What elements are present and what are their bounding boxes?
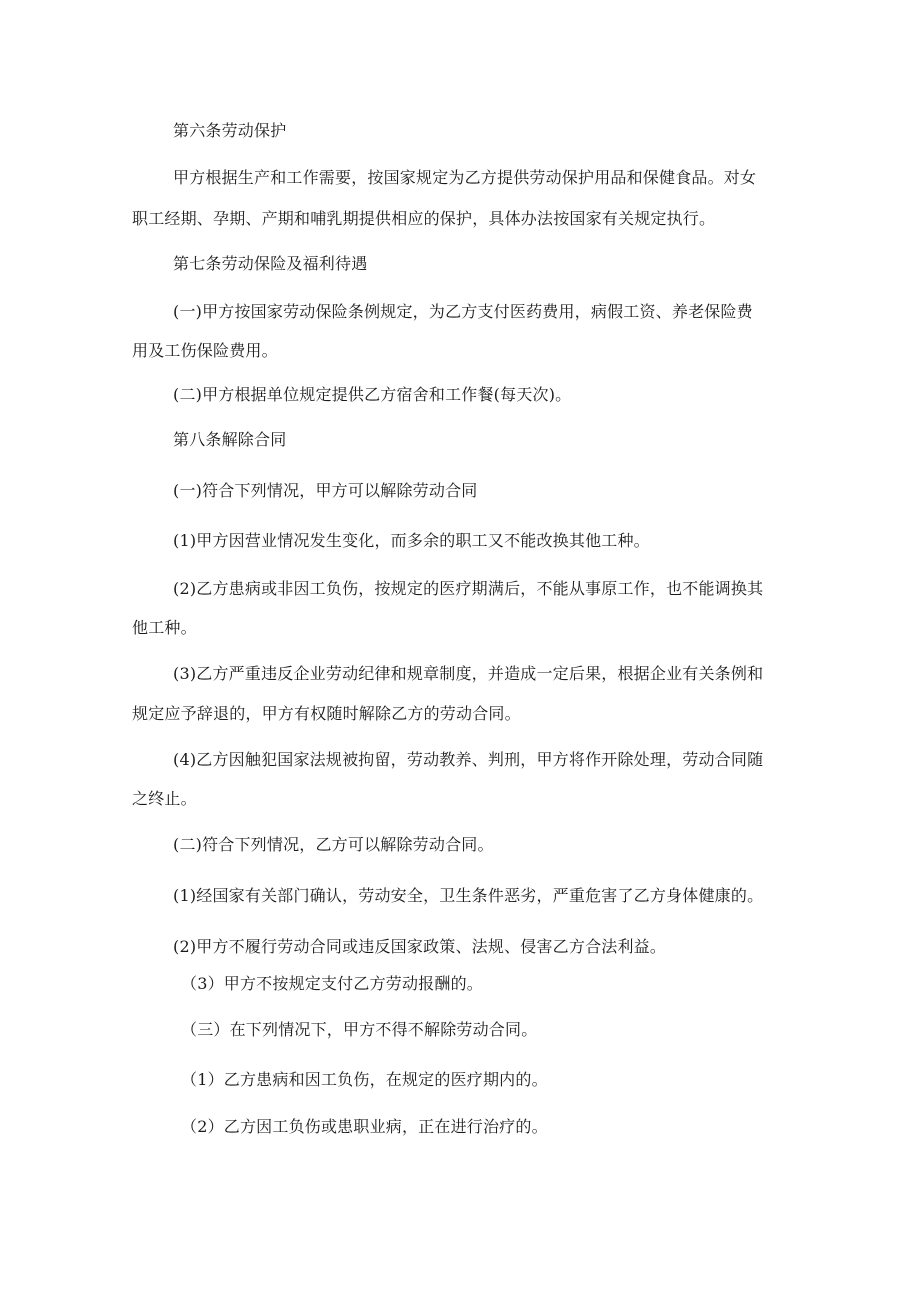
article-8-section-1-item-3-line-2: 规定应予辞退的，甲方有权随时解除乙方的劳动合同。 <box>132 704 521 723</box>
article-8-section-3-item-1: （1）乙方患病和因工负伤，在规定的医疗期内的。 <box>181 1070 548 1089</box>
article-8-section-3-item-2: （2）乙方因工负伤或患职业病，正在进行治疗的。 <box>181 1117 548 1136</box>
article-8-section-1-heading: (一)符合下列情况，甲方可以解除劳动合同 <box>173 481 478 500</box>
article-8-section-1-item-2-line-1: (2)乙方患病或非因工负伤，按规定的医疗期满后，不能从事原工作，也不能调换其 <box>173 579 764 598</box>
article-8-section-1-item-3-line-1: (3)乙方严重违反企业劳动纪律和规章制度，并造成一定后果，根据企业有关条例和 <box>173 664 764 683</box>
article-8-section-2-heading: (二)符合下列情况，乙方可以解除劳动合同。 <box>173 835 494 854</box>
article-7-item-1-line-2: 用及工伤保险费用。 <box>132 341 278 360</box>
article-8-section-3-heading: （三）在下列情况下，甲方不得不解除劳动合同。 <box>181 1020 538 1039</box>
article-6-heading: 第六条劳动保护 <box>173 121 287 140</box>
article-6-paragraph-line-1: 甲方根据生产和工作需要，按国家规定为乙方提供劳动保护用品和保健食品。对女 <box>173 168 757 187</box>
article-8-section-2-item-2: (2)甲方不履行劳动合同或违反国家政策、法规、侵害乙方合法利益。 <box>173 937 667 956</box>
article-7-item-1-line-1: (一)甲方按国家劳动保险条例规定，为乙方支付医药费用，病假工资、养老保险费 <box>173 302 753 321</box>
article-7-heading: 第七条劳动保险及福利待遇 <box>173 254 368 273</box>
article-8-section-2-item-1: (1)经国家有关部门确认，劳动安全，卫生条件恶劣，严重危害了乙方身体健康的。 <box>173 886 764 905</box>
article-8-section-1-item-4-line-2: 之终止。 <box>132 789 197 808</box>
article-8-section-1-item-1: (1)甲方因营业情况发生变化，而多余的职工又不能改换其他工种。 <box>173 531 650 550</box>
article-8-section-1-item-4-line-1: (4)乙方因触犯国家法规被拘留，劳动教养、判刑，甲方将作开除处理，劳动合同随 <box>173 750 764 769</box>
article-8-section-1-item-2-line-2: 他工种。 <box>132 618 197 637</box>
article-7-item-2: (二)甲方根据单位规定提供乙方宿舍和工作餐(每天次)。 <box>173 385 572 404</box>
article-6-paragraph-line-2: 职工经期、孕期、产期和哺乳期提供相应的保护，具体办法按国家有关规定执行。 <box>132 209 716 228</box>
article-8-section-2-item-3: （3）甲方不按规定支付乙方劳动报酬的。 <box>181 974 483 993</box>
article-8-heading: 第八条解除合同 <box>173 430 287 449</box>
